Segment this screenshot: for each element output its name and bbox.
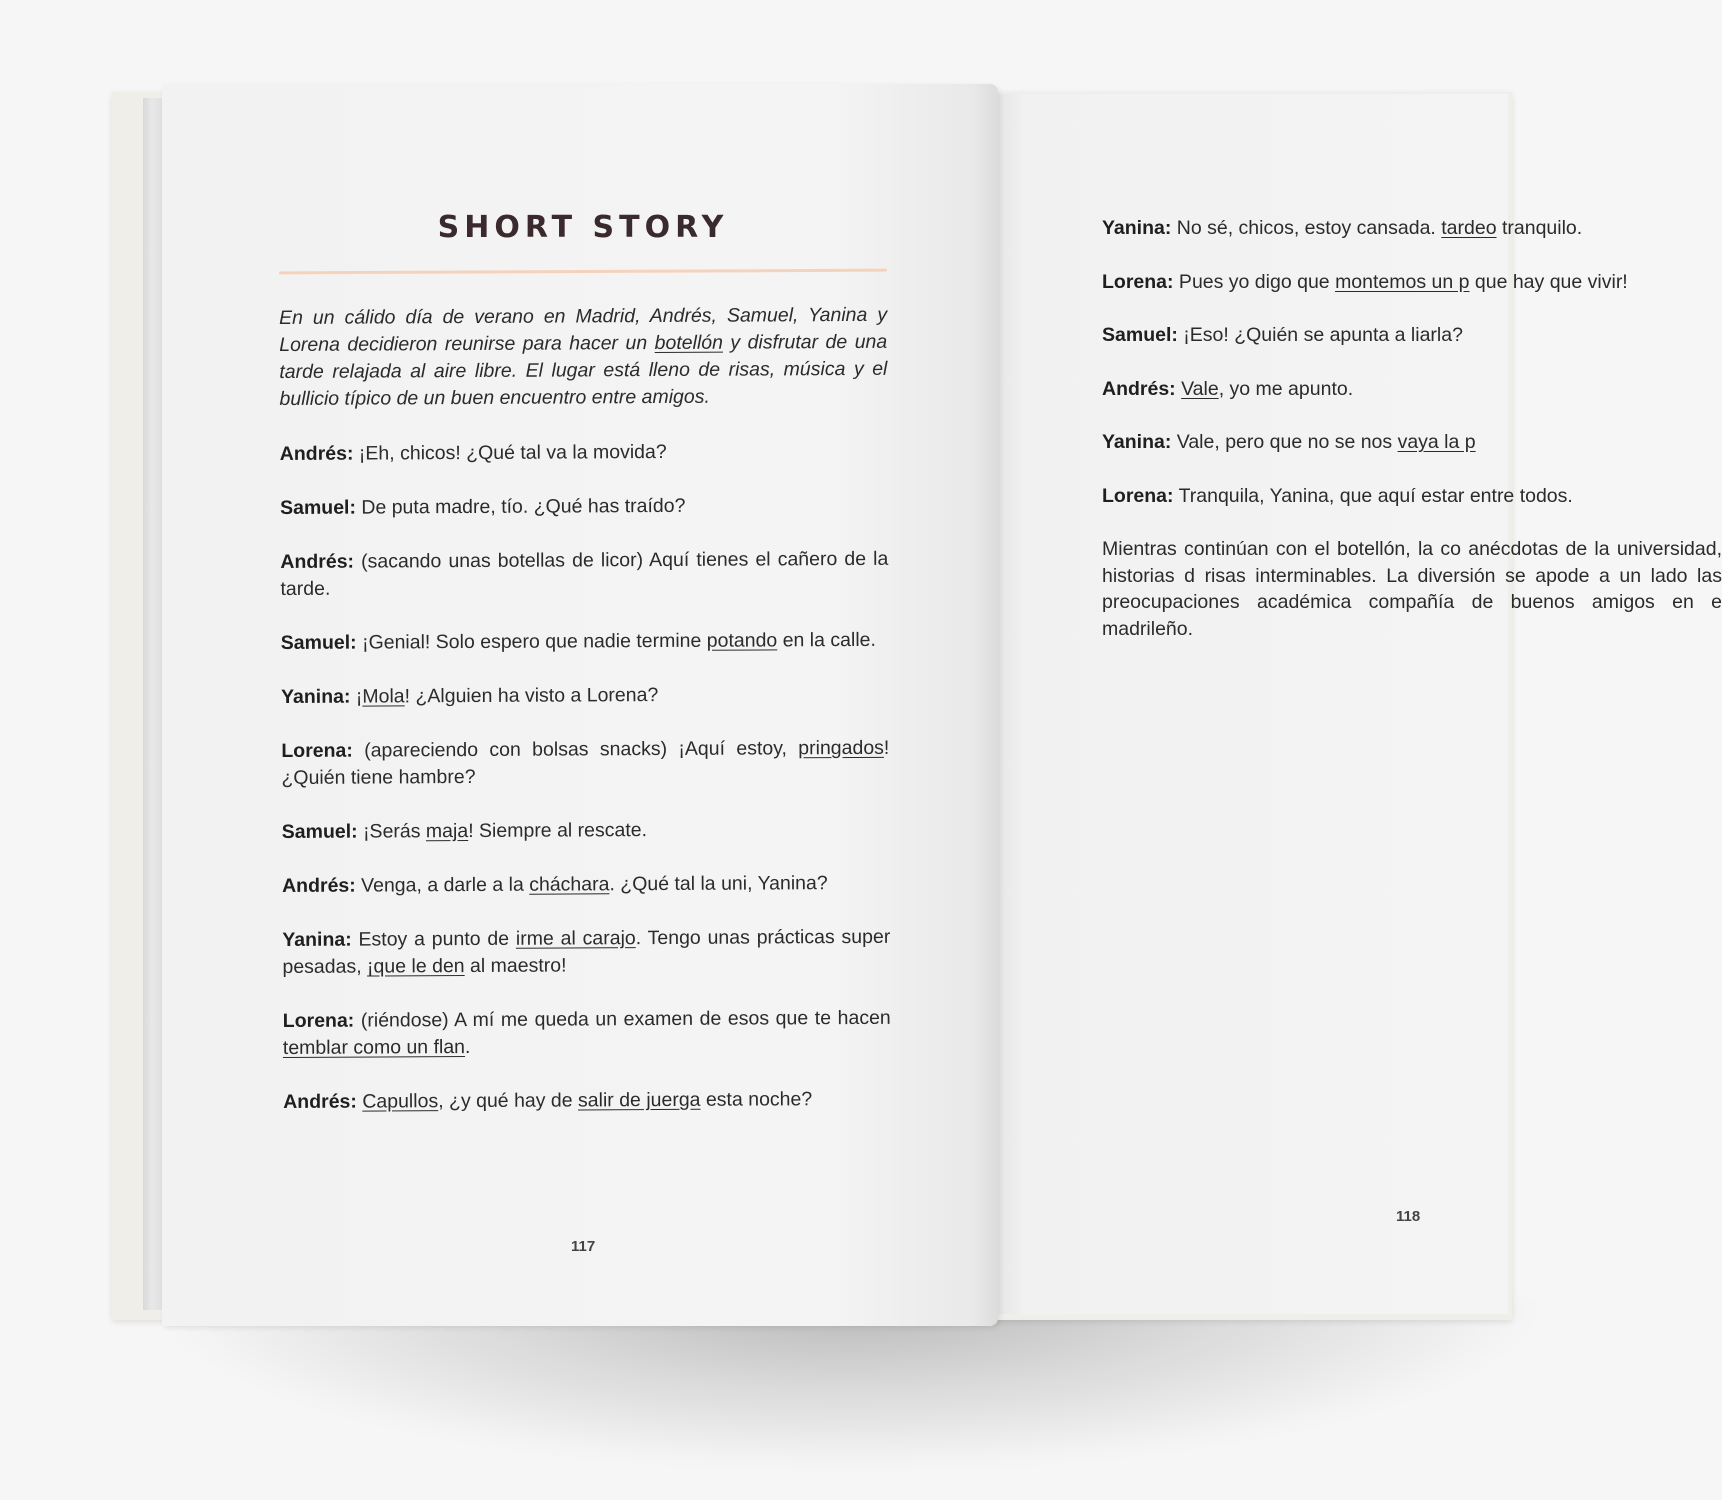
speaker-name: Andrés: <box>280 550 355 573</box>
dialogue-line: Andrés: Vale, yo me apunto. <box>1102 377 1354 400</box>
speaker-name: Samuel: <box>280 496 356 519</box>
page-number-right: 118 <box>1396 1208 1421 1225</box>
speaker-name: Andrés: <box>1102 377 1176 400</box>
left-page-text <box>279 302 891 1143</box>
dialogue-line: Samuel: ¡Eso! ¿Quién se apunta a liarla? <box>1102 324 1463 346</box>
vocab-term: salir de juerga <box>577 1088 701 1112</box>
vocab-term: tardeo <box>1441 217 1497 239</box>
dialogue-line: Yanina: No sé, chicos, estoy cansada. tardeo tranquilo. <box>1102 217 1583 239</box>
dialogue-line: Samuel: De puta madre, tío. ¿Qué has traído? <box>280 494 686 519</box>
vocab-term: temblar como un flan <box>282 1036 466 1059</box>
page-number-left: 117 <box>571 1238 596 1255</box>
dialogue-line: Lorena: Tranquila, Yanina, que aquí estar entre todos. <box>1102 484 1573 507</box>
dialogue-line: Andrés: Venga, a darle a la cháchara. ¿Qué tal la uni, Yanina? <box>281 872 828 897</box>
speaker-name: Samuel: <box>280 631 357 654</box>
dialogue-line: Andrés: ¡Eh, chicos! ¿Qué tal va la movida? <box>279 440 667 465</box>
speaker-name: Andrés: <box>281 874 356 897</box>
dialogue-line: Samuel: ¡Serás maja! Siempre al rescate. <box>281 819 648 843</box>
dialogue-line: Andrés: Capullos, ¿y qué hay de salir de juerga esta noche? <box>283 1088 813 1113</box>
vocab-term: maja <box>425 820 469 843</box>
speaker-name: Lorena: <box>282 1009 355 1032</box>
speaker-name: Yanina: <box>280 685 351 708</box>
dialogue-line: Lorena: (riéndose) A mí me queda un examen de esos que te hacen temblar como un flan. <box>282 1006 891 1059</box>
vocab-term: irme al carajo <box>515 927 636 950</box>
speaker-name: Lorena: <box>1102 270 1174 293</box>
vocab-term: potando <box>706 629 778 652</box>
right-page-clip <box>998 94 1722 1314</box>
vocab-term: montemos un p <box>1335 270 1470 293</box>
vocab-term: pringados <box>798 736 884 760</box>
vocab-term: botellón <box>654 331 723 355</box>
vocab-term: vaya la p <box>1397 431 1476 453</box>
speaker-name: Andrés: <box>279 442 354 465</box>
closing-paragraph: Mientras continúan con el botellón, la co anécdotas de la universidad, historias d risas interminables. La diversión se apode a un lado las preocupaciones académica compañía de buenos amigos en e madrileño. <box>1102 538 1722 640</box>
vocab-term: Mola <box>362 685 405 708</box>
speaker-name: Yanina: <box>1102 217 1172 239</box>
dialogue-line: Lorena: Pues yo digo que montemos un p que hay que vivir! <box>1102 270 1628 293</box>
speaker-name: Samuel: <box>1102 324 1178 346</box>
speaker-name: Lorena: <box>281 739 353 762</box>
right-page-text <box>1102 215 1722 669</box>
dialogue-line: Yanina: Vale, pero que no se nos vaya la p <box>1102 431 1476 453</box>
dialogue-line: Yanina: Estoy a punto de irme al carajo. Tengo unas prácticas super pesadas, ¡que le den al maestro! <box>282 925 891 978</box>
dialogue-line: Andrés: (sacando unas botellas de licor) Aquí tienes el cañero de la tarde. <box>280 547 889 600</box>
speaker-name: Yanina: <box>1102 431 1172 453</box>
vocab-term: Capullos <box>362 1090 439 1113</box>
page-title: SHORT STORY <box>437 210 729 245</box>
dialogue-line: Lorena: (apareciendo con bolsas snacks) ¡Aquí estoy, pringados! ¿Quién tiene hambre? <box>281 736 890 789</box>
vocab-term: Vale <box>1181 377 1219 400</box>
speaker-name: Lorena: <box>1102 484 1174 507</box>
dialogue-line: Samuel: ¡Genial! Solo espero que nadie termine potando en la calle. <box>280 628 876 654</box>
vocab-term: cháchara <box>529 873 610 896</box>
speaker-name: Samuel: <box>281 820 358 843</box>
speaker-name: Yanina: <box>282 928 352 951</box>
speaker-name: Andrés: <box>283 1090 357 1113</box>
vocab-term: ¡que le den <box>366 955 465 978</box>
dialogue-line: Yanina: ¡Mola! ¿Alguien ha visto a Lorena? <box>280 684 659 708</box>
story-intro: En un cálido día de verano en Madrid, Andrés, Samuel, Yanina y Lorena decidieron reunirse para hacer un botellón y disfrutar de una tarde relajada al aire libre. El lugar está lleno de risas, música y el bullicio típico de un buen encuentro entre amigos. <box>279 303 888 410</box>
